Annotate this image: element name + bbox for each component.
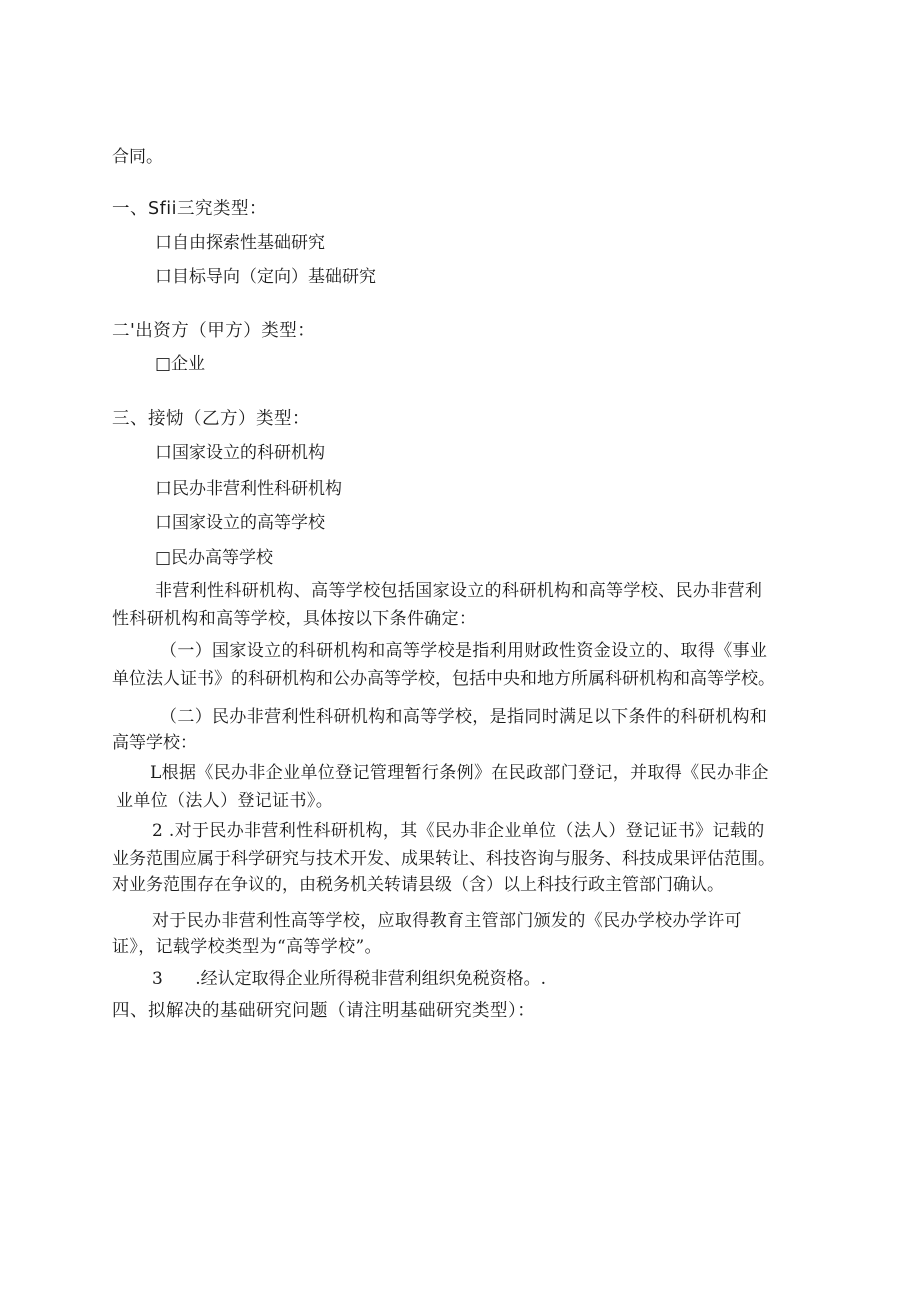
continuation-text: 合同。 bbox=[112, 147, 163, 167]
note-paragraph-3-line-2: 高等学校： bbox=[112, 733, 197, 753]
section-heading-research-questions: 四、拟解决的基础研究问题（请注明基础研究类型）： bbox=[112, 1001, 536, 1021]
condition-university-line-2: 证》，记载学校类型为“高等学校”。 bbox=[112, 937, 382, 957]
option-private-university[interactable]: □民办高等学校 bbox=[155, 548, 274, 568]
condition-3-line-1: 3 .经认定取得企业所得税非营利组织免税资格。. bbox=[152, 969, 547, 989]
condition-2-line-3: 对业务范围存在争议的，由税务机关转请县级（含）以上科技行政主管部门确认。 bbox=[112, 875, 724, 895]
note-paragraph-1-line-1: 非营利性科研机构、高等学校包括国家设立的科研机构和高等学校、民办非营利 bbox=[155, 581, 763, 601]
option-state-research-institute[interactable]: 口国家设立的科研机构 bbox=[155, 443, 325, 463]
note-paragraph-2-line-2: 单位法人证书》的科研机构和公办高等学校，包括中央和地方所属科研机构和高等学校。 bbox=[112, 669, 775, 689]
condition-1-line-2: 业单位（法人）登记证书》。 bbox=[116, 791, 334, 811]
section-heading-funder-type: 二'出资方（甲方）类型： bbox=[112, 321, 316, 341]
option-private-nonprofit-institute[interactable]: 口民办非营利性科研机构 bbox=[155, 479, 342, 499]
option-enterprise[interactable]: □企业 bbox=[155, 354, 206, 374]
option-state-university[interactable]: 口国家设立的高等学校 bbox=[155, 513, 325, 533]
section-heading-recipient-type: 三、接恸（乙方）类型： bbox=[112, 409, 310, 429]
note-paragraph-3-line-1: （二）民办非营利性科研机构和高等学校，是指同时满足以下条件的科研机构和 bbox=[160, 707, 768, 727]
condition-university-line-1: 对于民办非营利性高等学校，应取得教育主管部门颁发的《民办学校办学许可 bbox=[152, 911, 742, 931]
condition-2-line-2: 业务范围应属于科学研究与技术开发、成果转让、科技咨询与服务、科技成果评估范围。 bbox=[112, 849, 775, 869]
condition-1-line-1: L根据《民办非企业单位登记管理暂行条例》在民政部门登记，并取得《民办非企 bbox=[150, 763, 769, 783]
condition-2-line-1: 2 .对于民办非营利性科研机构，其《民办非企业单位（法人）登记证书》记载的 bbox=[152, 821, 765, 841]
note-paragraph-2-line-1: （一）国家设立的科研机构和高等学校是指利用财政性资金设立的、取得《事业 bbox=[160, 641, 768, 661]
option-goal-oriented[interactable]: 口目标导向（定向）基础研究 bbox=[155, 267, 376, 287]
option-free-exploration[interactable]: 口自由探索性基础研究 bbox=[155, 233, 325, 253]
note-paragraph-1-line-2: 性科研机构和高等学校，具体按以下条件确定： bbox=[112, 609, 477, 629]
section-heading-research-type: 一、Sfii三究类型： bbox=[112, 199, 267, 219]
